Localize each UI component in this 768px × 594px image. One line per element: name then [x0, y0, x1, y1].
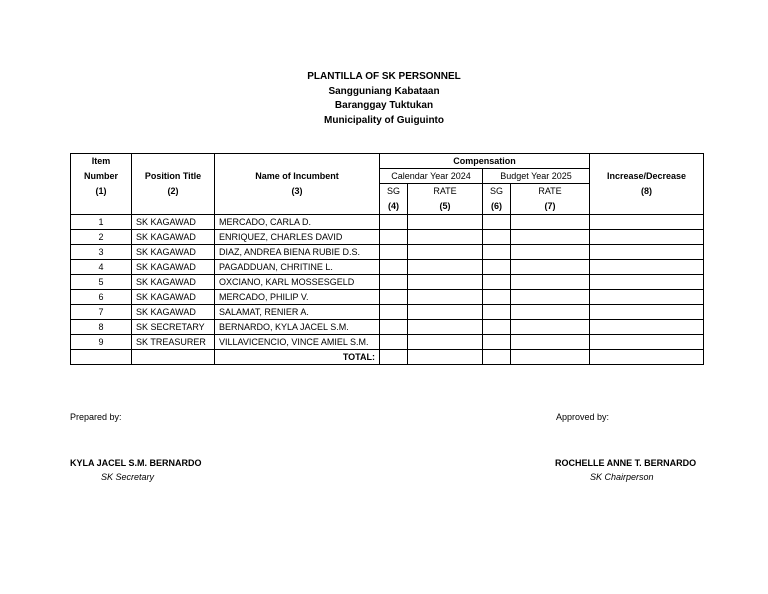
row-number: 5 [71, 275, 132, 290]
row-name: OXCIANO, KARL MOSSESGELD [215, 275, 380, 290]
cell-sg-2025 [483, 245, 511, 260]
cell-rate-2025 [511, 215, 590, 230]
document-header [0, 70, 768, 128]
total-sg-2025 [483, 350, 511, 365]
header-sg-2025 [483, 184, 511, 215]
table-row [71, 290, 704, 305]
total-sg-2024 [380, 350, 408, 365]
row-number: 4 [71, 260, 132, 275]
cell-rate-2025 [511, 305, 590, 320]
cell-sg-2025 [483, 215, 511, 230]
header-increase-decrease [590, 154, 704, 215]
cell-sg-2024 [380, 260, 408, 275]
cell-increase-decrease [590, 245, 704, 260]
header-item-label: Item [91, 156, 111, 166]
header-compensation: Compensation [380, 154, 590, 169]
header-position-title [132, 154, 215, 215]
header-col1-index: (1) [95, 186, 107, 196]
cell-sg-2024 [380, 245, 408, 260]
prepared-by-name: KYLA JACEL S.M. BERNARDO [70, 458, 202, 468]
cell-rate-2024 [408, 275, 483, 290]
header-budget-year-2025: Budget Year 2025 [483, 169, 590, 184]
row-number: 8 [71, 320, 132, 335]
row-position: SK KAGAWAD [132, 215, 215, 230]
cell-increase-decrease [590, 290, 704, 305]
header-calendar-year-2024: Calendar Year 2024 [380, 169, 483, 184]
cell-sg-2025 [483, 275, 511, 290]
cell-sg-2024 [380, 320, 408, 335]
cell-rate-2025 [511, 230, 590, 245]
cell-sg-2024 [380, 305, 408, 320]
approved-by-name: ROCHELLE ANNE T. BERNARDO [555, 458, 697, 468]
cell-rate-2025 [511, 275, 590, 290]
approved-by-role: SK Chairperson [590, 472, 654, 482]
total-label: TOTAL: [215, 350, 380, 365]
row-position: SK KAGAWAD [132, 275, 215, 290]
header-col7-index: (7) [544, 201, 556, 211]
row-name: MERCADO, PHILIP V. [215, 290, 380, 305]
cell-rate-2024 [408, 260, 483, 275]
cell-increase-decrease [590, 230, 704, 245]
row-position: SK KAGAWAD [132, 230, 215, 245]
header-col6-index: (6) [491, 201, 502, 211]
table-row [71, 305, 704, 320]
cell-rate-2025 [511, 260, 590, 275]
header-sg-label: SG [489, 186, 503, 196]
header-sg-label: SG [386, 186, 400, 196]
row-number: 2 [71, 230, 132, 245]
approved-by-label: Approved by: [556, 412, 610, 422]
header-col8-index: (8) [641, 186, 653, 196]
cell-sg-2024 [380, 215, 408, 230]
row-position: SK KAGAWAD [132, 245, 215, 260]
cell-sg-2025 [483, 305, 511, 320]
prepared-by-role: SK Secretary [101, 472, 155, 482]
cell-increase-decrease [590, 275, 704, 290]
cell-sg-2024 [380, 275, 408, 290]
cell-sg-2024 [380, 290, 408, 305]
barangay-name: Baranggay Tuktukan [334, 100, 434, 111]
header-increase-label: Increase/Decrease [606, 171, 687, 181]
cell-rate-2024 [408, 245, 483, 260]
cell-sg-2025 [483, 230, 511, 245]
header-col2-index: (2) [167, 186, 179, 196]
row-position: SK KAGAWAD [132, 290, 215, 305]
header-number-label: Number [83, 171, 118, 181]
row-number: 3 [71, 245, 132, 260]
table-row [71, 320, 704, 335]
row-position: SK SECRETARY [132, 320, 215, 335]
row-position: SK KAGAWAD [132, 305, 215, 320]
header-rate-label: RATE [538, 186, 562, 196]
cell-increase-decrease [590, 335, 704, 350]
header-rate-2025 [511, 184, 590, 215]
row-name: DIAZ, ANDREA BIENA RUBIE D.S. [215, 245, 380, 260]
cell-rate-2024 [408, 290, 483, 305]
row-name: VILLAVICENCIO, VINCE AMIEL S.M. [215, 335, 380, 350]
row-position: SK TREASURER [132, 335, 215, 350]
cell-rate-2025 [511, 320, 590, 335]
total-empty-cell [132, 350, 215, 365]
office-name: Sangguniang Kabataan [328, 85, 440, 97]
header-name-of-incumbent [215, 154, 380, 215]
cell-sg-2025 [483, 320, 511, 335]
row-number: 6 [71, 290, 132, 305]
total-rate-2025 [511, 350, 590, 365]
cell-rate-2025 [511, 335, 590, 350]
cell-rate-2024 [408, 335, 483, 350]
table-row [71, 245, 704, 260]
document-title: PLANTILLA OF SK PERSONNEL [307, 71, 461, 82]
table-row [71, 260, 704, 275]
total-increase-decrease [590, 350, 704, 365]
row-position: SK KAGAWAD [132, 260, 215, 275]
cell-rate-2024 [408, 320, 483, 335]
row-name: BERNARDO, KYLA JACEL S.M. [215, 320, 380, 335]
header-rate-2024 [408, 184, 483, 215]
cell-sg-2024 [380, 230, 408, 245]
row-name: SALAMAT, RENIER A. [215, 305, 380, 320]
cell-sg-2025 [483, 260, 511, 275]
total-rate-2024 [408, 350, 483, 365]
cell-rate-2025 [511, 245, 590, 260]
row-name: ENRIQUEZ, CHARLES DAVID [215, 230, 380, 245]
cell-rate-2024 [408, 230, 483, 245]
table-row [71, 215, 704, 230]
header-item-number [71, 154, 132, 215]
plantilla-table [70, 153, 704, 365]
row-name: PAGADDUAN, CHRITINE L. [215, 260, 380, 275]
cell-sg-2024 [380, 335, 408, 350]
header-col3-index: (3) [291, 186, 303, 196]
municipality-name: Municipality of Guiguinto [324, 114, 444, 126]
row-name: MERCADO, CARLA D. [215, 215, 380, 230]
row-number: 9 [71, 335, 132, 350]
table-row [71, 230, 704, 245]
row-number: 7 [71, 305, 132, 320]
header-sg-2024 [380, 184, 408, 215]
prepared-by-label: Prepared by: [70, 412, 122, 422]
header-col5-index: (5) [439, 201, 451, 211]
header-name-label: Name of Incumbent [255, 171, 339, 181]
cell-rate-2025 [511, 290, 590, 305]
table-row [71, 335, 704, 350]
table-row [71, 275, 704, 290]
cell-increase-decrease [590, 260, 704, 275]
cell-sg-2025 [483, 290, 511, 305]
cell-sg-2025 [483, 335, 511, 350]
total-empty-cell [71, 350, 132, 365]
header-rate-label: RATE [433, 186, 457, 196]
cell-rate-2024 [408, 215, 483, 230]
row-number: 1 [71, 215, 132, 230]
cell-increase-decrease [590, 305, 704, 320]
cell-increase-decrease [590, 320, 704, 335]
total-row [71, 350, 704, 365]
cell-rate-2024 [408, 305, 483, 320]
cell-increase-decrease [590, 215, 704, 230]
header-position-label: Position Title [144, 171, 202, 181]
header-col4-index: (4) [388, 201, 399, 211]
